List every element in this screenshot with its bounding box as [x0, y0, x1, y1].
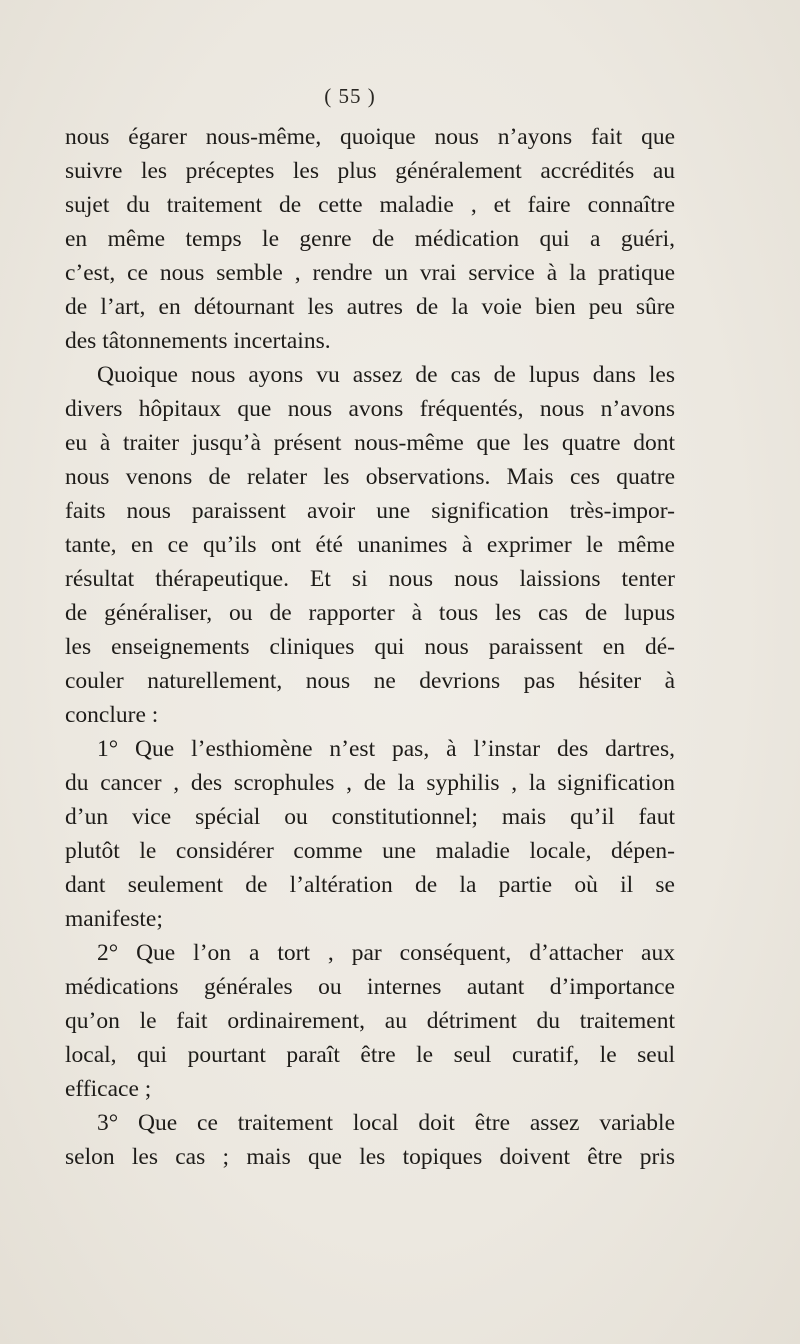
- text-line: de généraliser, ou de rapporter à tous les cas de lupus: [65, 600, 675, 626]
- text-line: eu à traiter jusqu’à présent nous-même que les quatre dont: [65, 430, 675, 456]
- text-line: 3° Que ce traitement local doit être assez variable: [97, 1110, 675, 1136]
- text-line: d’un vice spécial ou constitutionnel; mais qu’il faut: [65, 804, 675, 830]
- text-line: plutôt le considérer comme une maladie locale, dépen-: [65, 838, 675, 864]
- text-line: en même temps le genre de médication qui a guéri,: [65, 226, 675, 252]
- text-line: nous égarer nous-même, quoique nous n’ayons fait que: [65, 124, 675, 150]
- text-line: Quoique nous ayons vu assez de cas de lupus dans les: [97, 362, 675, 388]
- text-line: du cancer , des scrophules , de la syphilis , la signification: [65, 770, 675, 796]
- text-line: tante, en ce qu’ils ont été unanimes à exprimer le même: [65, 532, 675, 558]
- page-number: ( 55 ): [324, 84, 376, 108]
- text-line: qu’on le fait ordinairement, au détriment du traitement: [65, 1008, 675, 1034]
- text-line: les enseignements cliniques qui nous paraissent en dé-: [65, 634, 675, 660]
- text-line: dant seulement de l’altération de la partie où il se: [65, 872, 675, 898]
- body-text: [65, 120, 675, 1174]
- text-line: conclure :: [65, 702, 159, 728]
- text-line: médications générales ou internes autant d’importance: [65, 974, 675, 1000]
- text-line: local, qui pourtant paraît être le seul curatif, le seul: [65, 1042, 675, 1068]
- text-line: nous venons de relater les observations. Mais ces quatre: [65, 464, 675, 490]
- text-line: résultat thérapeutique. Et si nous nous laissions tenter: [65, 566, 675, 592]
- text-line: de l’art, en détournant les autres de la voie bien peu sûre: [65, 294, 675, 320]
- text-line: efficace ;: [65, 1076, 152, 1102]
- text-line: sujet du traitement de cette maladie , et faire connaître: [65, 192, 675, 218]
- text-line: divers hôpitaux que nous avons fréquentés, nous n’avons: [65, 396, 675, 422]
- text-line: suivre les préceptes les plus généralement accrédités au: [65, 158, 675, 184]
- text-line: selon les cas ; mais que les topiques doivent être pris: [65, 1144, 675, 1170]
- text-line: c’est, ce nous semble , rendre un vrai service à la pratique: [65, 260, 675, 286]
- text-line: manifeste;: [65, 906, 163, 932]
- text-line: 1° Que l’esthiomène n’est pas, à l’instar des dartres,: [97, 736, 675, 762]
- text-line: couler naturellement, nous ne devrions pas hésiter à: [65, 668, 675, 694]
- text-line: faits nous paraissent avoir une signification très-impor-: [65, 498, 675, 524]
- text-line: 2° Que l’on a tort , par conséquent, d’attacher aux: [97, 940, 675, 966]
- text-line: des tâtonnements incertains.: [65, 328, 331, 354]
